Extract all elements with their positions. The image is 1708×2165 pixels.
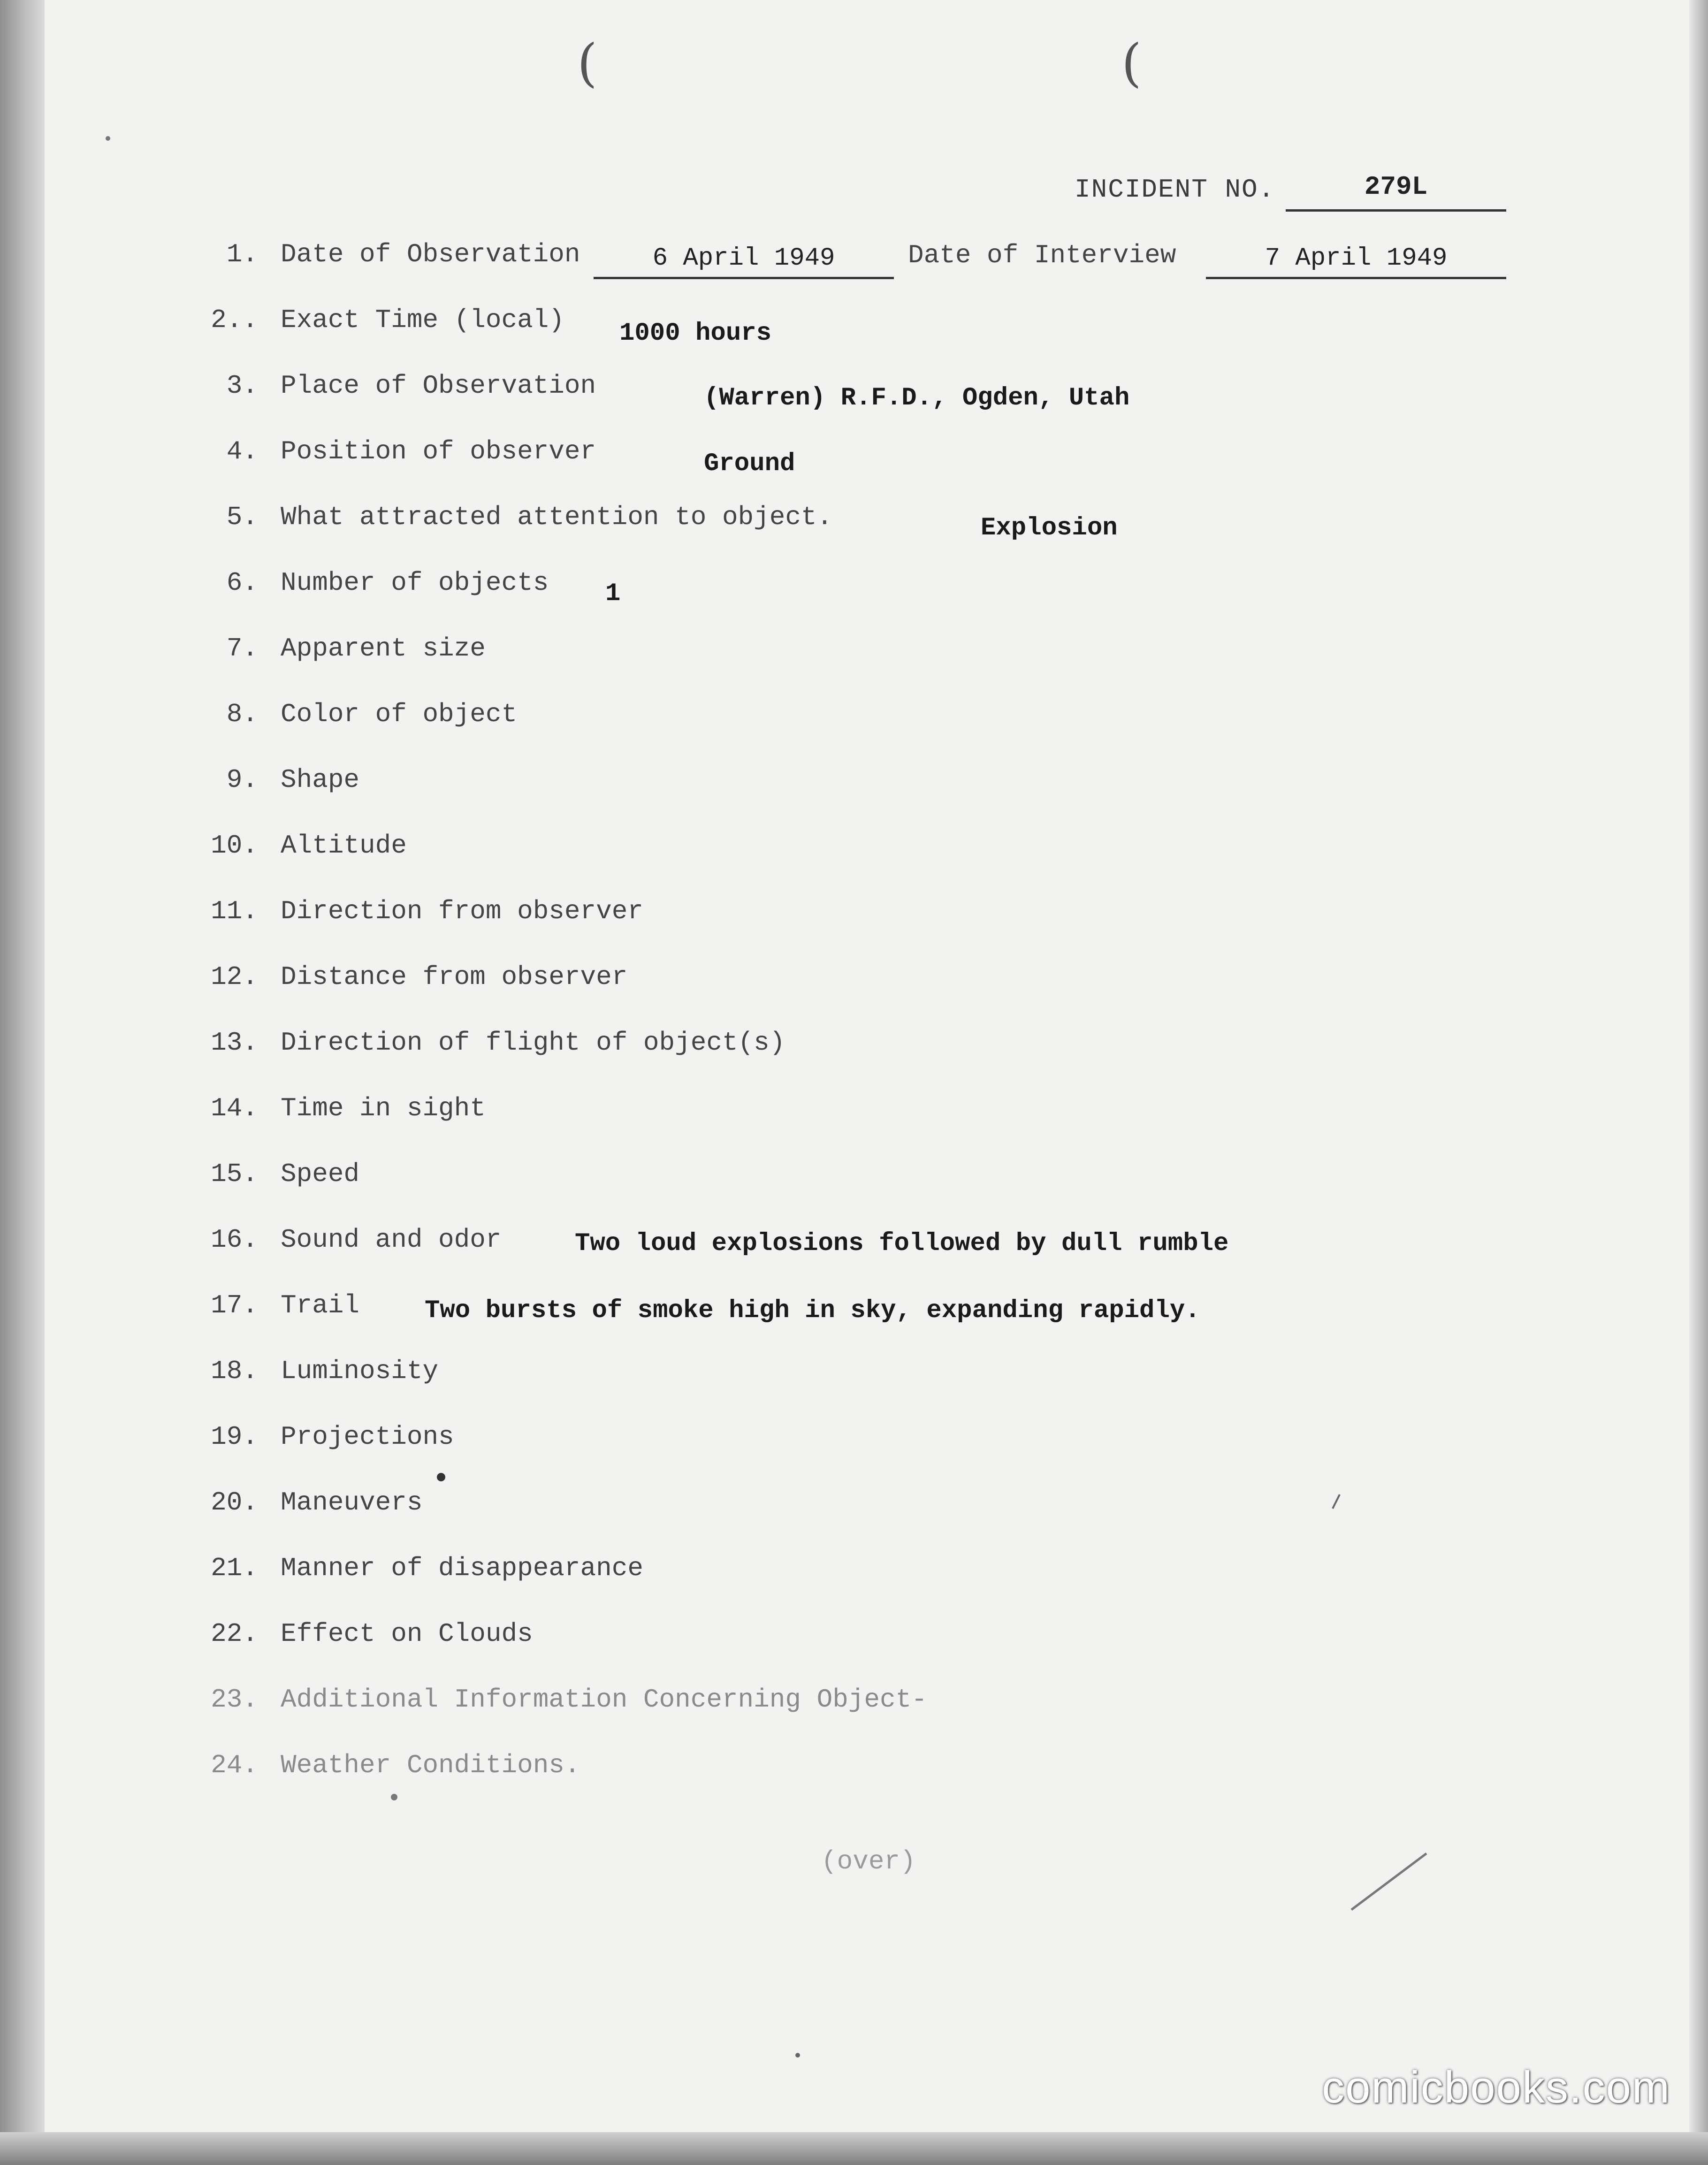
item-number: 10.: [211, 831, 258, 861]
item-label: Time in sight: [281, 1093, 486, 1123]
item-label: Maneuvers: [281, 1487, 423, 1517]
item-number: 3.: [226, 371, 258, 401]
item-number: 17.: [211, 1290, 258, 1320]
place-value: (Warren) R.F.D., Ogden, Utah: [704, 384, 1130, 412]
item-label: Speed: [281, 1159, 360, 1189]
item-number: 5.: [226, 502, 258, 532]
item-label: Direction of flight of object(s): [281, 1028, 785, 1058]
item-number: 24.: [211, 1750, 258, 1780]
date-of-interview-label: Date of Interview: [908, 240, 1176, 270]
trail-value: Two bursts of smoke high in sky, expanding rapidly.: [425, 1296, 1200, 1325]
item-label: Exact Time (local): [281, 305, 564, 335]
item-label: Apparent size: [281, 633, 486, 663]
item-label: Weather Conditions.: [281, 1750, 580, 1780]
exact-time-value: 1000 hours: [619, 319, 772, 348]
item-number: 23.: [211, 1685, 258, 1715]
item-number: 19.: [211, 1422, 258, 1452]
item-label: Date of Observation: [281, 239, 580, 269]
item-label: Luminosity: [281, 1356, 439, 1386]
number-value: 1: [605, 579, 621, 608]
item-label: Additional Information Concerning Object-: [281, 1685, 927, 1715]
item-label: Shape: [281, 765, 360, 795]
item-number: 7.: [226, 633, 258, 663]
item-number: 22.: [211, 1619, 258, 1649]
ink-dot: [795, 2053, 800, 2058]
item-label: Number of objects: [281, 568, 549, 598]
item-label: Place of Observation: [281, 371, 596, 401]
item-label: Manner of disappearance: [281, 1553, 643, 1583]
pen-tick-mark: [1333, 1494, 1340, 1509]
item-label: Altitude: [281, 831, 407, 861]
item-number: 18.: [211, 1356, 258, 1386]
incident-label: INCIDENT NO.: [1075, 175, 1275, 205]
item-label: Direction from observer: [281, 896, 643, 926]
item-number: 11.: [211, 896, 258, 926]
pen-stroke-mark: [1351, 1853, 1426, 1910]
item-number: 6.: [226, 568, 258, 598]
item-number: 4.: [226, 436, 258, 466]
sound-odor-value: Two loud explosions followed by dull rumble: [575, 1229, 1229, 1258]
item-number: 21.: [211, 1553, 258, 1583]
incident-number: 279L: [1286, 172, 1506, 212]
item-label: Trail: [281, 1290, 360, 1320]
ink-dot: [437, 1473, 445, 1481]
item-number: 16.: [211, 1225, 258, 1255]
item-number: 20.: [211, 1487, 258, 1517]
item-number: 12.: [211, 962, 258, 992]
over-note: (over): [821, 1846, 916, 1876]
item-number: 2..: [211, 305, 258, 335]
item-number: 13.: [211, 1028, 258, 1058]
ink-dot: [391, 1794, 397, 1800]
left-paren-mark: (: [577, 33, 597, 93]
ink-dot: [106, 136, 110, 141]
item-label: Position of observer: [281, 436, 596, 466]
item-label: Effect on Clouds: [281, 1619, 533, 1649]
item-number: 1.: [226, 239, 258, 269]
item-label: Sound and odor: [281, 1225, 502, 1255]
position-value: Ground: [704, 450, 795, 478]
item-label: Distance from observer: [281, 962, 628, 992]
item-number: 9.: [226, 765, 258, 795]
item-label: Projections: [281, 1422, 454, 1452]
item-label: What attracted attention to object.: [281, 502, 833, 532]
item-number: 15.: [211, 1159, 258, 1189]
right-paren-mark: (: [1121, 33, 1142, 93]
date-of-observation-value: 6 April 1949: [594, 244, 894, 279]
watermark: comicbooks.com: [1322, 2062, 1670, 2112]
item-label: Color of object: [281, 699, 518, 729]
item-number: 8.: [226, 699, 258, 729]
attention-value: Explosion: [981, 514, 1118, 542]
date-of-interview-value: 7 April 1949: [1206, 244, 1506, 279]
item-number: 14.: [211, 1093, 258, 1123]
